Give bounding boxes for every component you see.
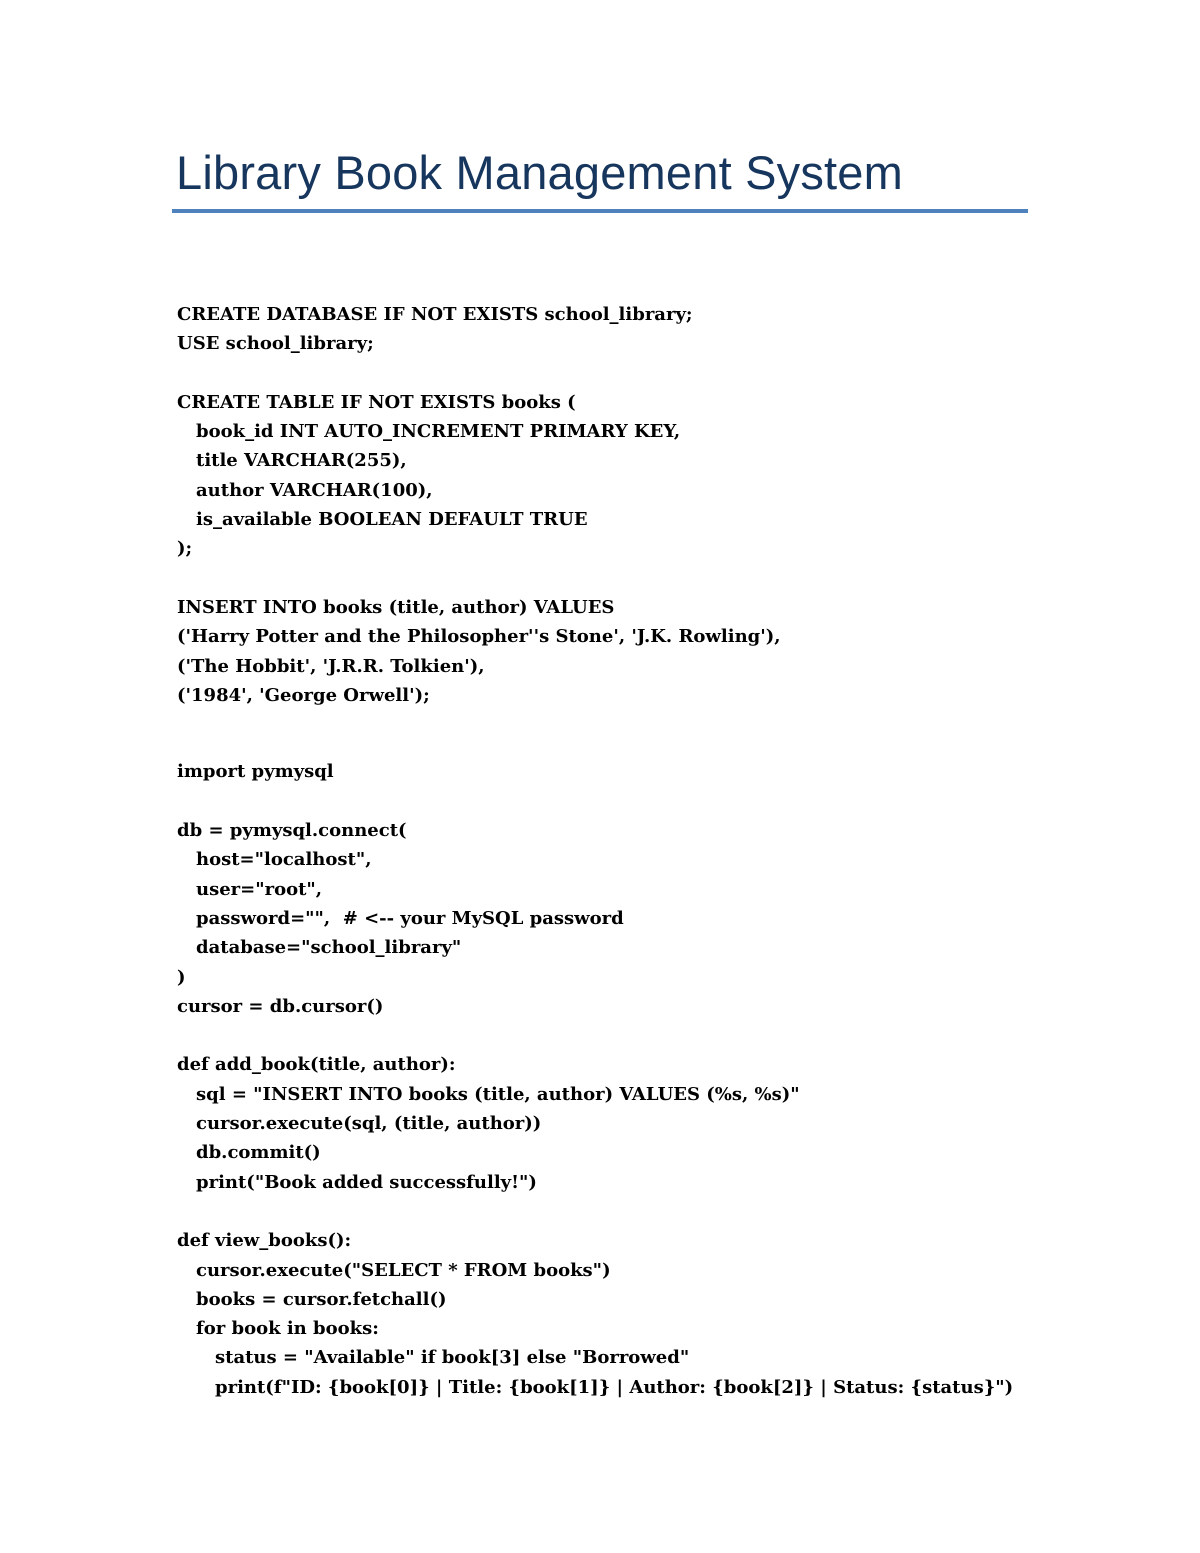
- code-line: host="localhost",: [196, 849, 372, 871]
- code-line: def add_book(title, author):: [177, 1054, 456, 1076]
- code-line: is_available BOOLEAN DEFAULT TRUE: [196, 509, 588, 531]
- code-line: ('The Hobbit', 'J.R.R. Tolkien'),: [177, 655, 485, 677]
- code-line: status = "Available" if book[3] else "Borrowed": [215, 1347, 690, 1369]
- code-line: );: [177, 538, 193, 560]
- code-line: print("Book added successfully!"): [196, 1171, 537, 1193]
- code-line: db.commit(): [196, 1142, 321, 1164]
- code-line: INSERT INTO books (title, author) VALUES: [177, 596, 615, 618]
- code-line: cursor.execute(sql, (title, author)): [196, 1113, 542, 1135]
- code-line: ('1984', 'George Orwell');: [177, 684, 430, 706]
- code-line: for book in books:: [196, 1318, 379, 1340]
- document-title: Library Book Management System: [176, 146, 903, 199]
- code-line: sql = "INSERT INTO books (title, author) VALUES (%s, %s)": [196, 1083, 800, 1105]
- code-line: print(f"ID: {book[0]} | Title: {book[1]} | Author: {book[2]} | Status: {status}"): [215, 1376, 1014, 1398]
- code-line: book_id INT AUTO_INCREMENT PRIMARY KEY,: [196, 421, 681, 443]
- code-line: db = pymysql.connect(: [177, 820, 407, 842]
- code-line: CREATE DATABASE IF NOT EXISTS school_library;: [177, 304, 693, 325]
- code-line: password="", # <-- your MySQL password: [196, 907, 624, 929]
- code-line: def view_books():: [177, 1230, 352, 1252]
- code-line: author VARCHAR(100),: [196, 479, 433, 501]
- code-line: ('Harry Potter and the Philosopher''s Stone', 'J.K. Rowling'),: [177, 626, 781, 648]
- code-line: database="school_library": [196, 937, 462, 959]
- code-listing: [177, 300, 1077, 1402]
- code-line: books = cursor.fetchall(): [196, 1288, 447, 1310]
- blank-line: [177, 359, 1077, 388]
- title-underline: [172, 209, 1028, 213]
- code-line: USE school_library;: [177, 333, 374, 355]
- code-line: import pymysql: [177, 761, 334, 783]
- code-line: user="root",: [196, 878, 323, 900]
- blank-line: [177, 1197, 1077, 1226]
- blank-line: [177, 564, 1077, 593]
- blank-line: [177, 710, 1077, 739]
- code-line: ): [177, 966, 186, 988]
- code-line: CREATE TABLE IF NOT EXISTS books (: [177, 391, 576, 413]
- blank-line: [177, 1021, 1077, 1050]
- blank-line: [177, 739, 1077, 757]
- code-line: cursor.execute("SELECT * FROM books"): [196, 1259, 611, 1281]
- code-line: cursor = db.cursor(): [177, 995, 384, 1017]
- code-line: title VARCHAR(255),: [196, 450, 407, 472]
- blank-line: [177, 787, 1077, 816]
